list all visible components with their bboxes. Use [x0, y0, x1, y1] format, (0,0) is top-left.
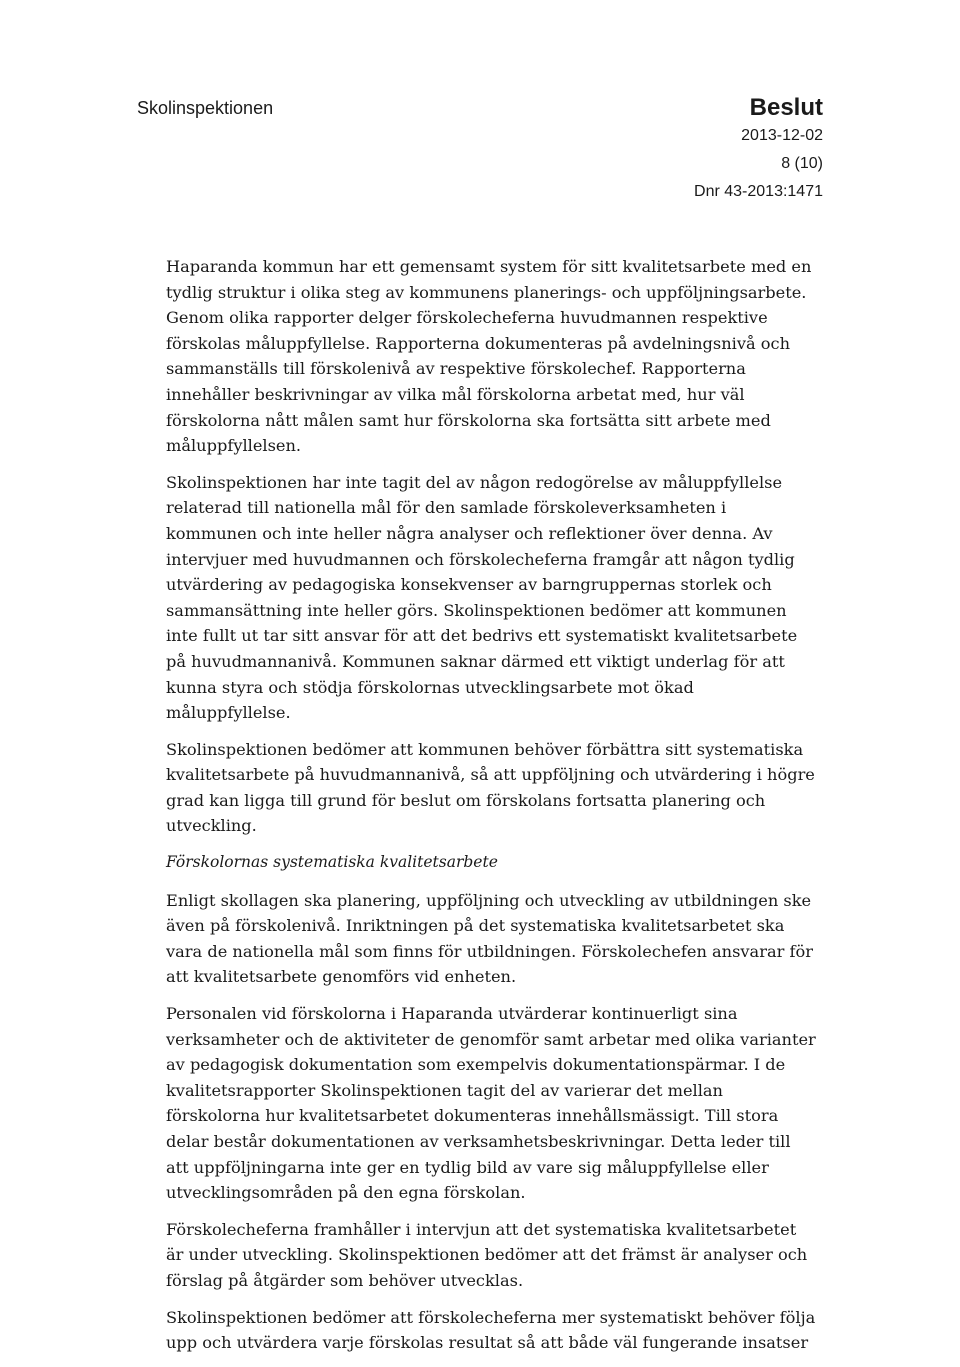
paragraph-assessment: Skolinspektionen bedömer att kommunen behöver förbättra sitt systematiska kvalitetsarbete på huvudmannanivå, så att uppföljning och utvärdering i högre grad kan ligga till grund för beslut om förskolans fortsatta planering och utveckling.: [166, 739, 815, 836]
document-type: Beslut: [749, 94, 823, 121]
paragraph-school-law: Enligt skollagen ska planering, uppföljning och utveckling av utbildningen ske även på förskolenivå. Inriktningen på det systematiska kvalitetsarbetet ska vara de nationella mål som finns för utbildningen. Förskolechefen ansvarar för att kvalitetsarbete genomförs vid enheten.: [166, 890, 813, 987]
paragraph-follow-up: Skolinspektionen bedömer att förskolecheferna mer systematiskt behöver följa upp och utvärdera varje förskolas resultat så att både väl fungerande insatser: [166, 1307, 816, 1353]
document-meta: [694, 93, 823, 205]
paragraph-under-development: Förskolecheferna framhåller i intervjun att det systematiska kvalitetsarbetet är under utveckling. Skolinspektionen bedömer att det främst är analyser och förslag på åtgärder som behöver utvecklas.: [166, 1219, 808, 1290]
paragraph-inspection-findings: Skolinspektionen har inte tagit del av någon redogörelse av måluppfyllelse relaterad till nationella mål för den samlade förskoleverksamheten i kommunen och inte heller några analyser och reflektioner över denna. Av intervjuer med huvudmannen och förskolecheferna framgår att någon tydlig utvärdering av pedagogiska konsekvenser av barngruppernas storlek och sammansättning inte heller görs. Skolinspektionen bedömer att kommunen inte fullt ut tar sitt ansvar för att det bedrivs ett systematiskt kvalitetsarbete på huvudmannanivå. Kommunen saknar därmed ett viktigt underlag för att kunna styra och stödja förskolornas utvecklingsarbete mot ökad måluppfyllelse.: [166, 472, 798, 723]
document-reference-number: Dnr 43-2013:1471: [694, 183, 823, 200]
page-number: 8 (10): [781, 155, 823, 172]
section-heading: Förskolornas systematiska kvalitetsarbete: [166, 853, 498, 872]
paragraph-quality-system: Haparanda kommun har ett gemensamt system för sitt kvalitetsarbete med en tydlig struktur i olika steg av kommunens planerings- och uppföljningsarbete. Genom olika rapporter delger förskolecheferna huvudmannen respektive förskolas måluppfyllelse. Rapporterna dokumenteras på avdelningsnivå och sammanställs till förskolenivå av respektive förskolechef. Rapporterna innehåller beskrivningar av vilka mål förskolorna arbetat med, hur väl förskolorna nått målen samt hur förskolorna ska fortsätta sitt arbete med måluppfyllelsen.: [166, 257, 812, 456]
organization-name: Skolinspektionen: [137, 98, 274, 118]
document-body: [166, 254, 816, 1367]
document-date: 2013-12-02: [741, 127, 823, 144]
paragraph-staff-evaluation: Personalen vid förskolorna i Haparanda utvärderar kontinuerligt sina verksamheter och de aktiviteter de genomför samt arbetar med olika varianter av pedagogisk dokumentation som exempelvis dokumentationspärmar. I de kvalitetsrapporter Skolinspektionen tagit del av varierar det mellan förskolorna hur kvalitetsarbetet dokumenteras innehållsmässigt. Till stora delar består dokumentationen av verksamhetsbeskrivningar. Detta leder till att uppföljningarna inte ger en tydlig bild av vare sig måluppfyllelse eller utvecklingsområden på den egna förskolan.: [166, 1004, 816, 1203]
